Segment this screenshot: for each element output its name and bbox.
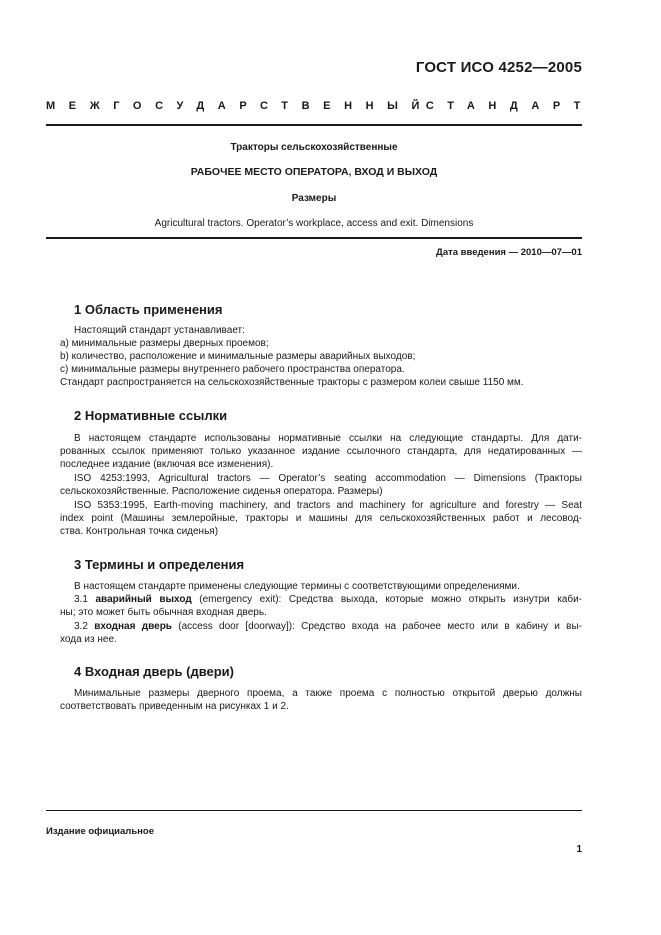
section-1-line: b) количество, расположение и минимальные размеры аварийных выходов; [60,351,416,362]
section-4-line: соответствовать приведенным на рисунках 1 и 2. [60,701,289,712]
official-edition-label: Издание официальное [46,826,154,837]
section-2-line: ства. Контрольная точка сиденья) [60,526,219,537]
section-2-line: сельскохозяйственные. Расположение сиденья оператора. Размеры) [60,486,383,497]
main-title: РАБОЧЕЕ МЕСТО ОПЕРАТОРА, ВХОД И ВЫХОД [190,166,438,178]
section-3-intro: В настоящем стандарте применены следующие термины с соответствующими определениями. [74,581,520,592]
section-4-heading: 4 Входная дверь (двери) [74,664,235,679]
section-2-line: В настоящем стандарте использованы нормативные ссылки на следующие стандарты. Для дати- [74,433,582,444]
standard-word-standard: СТАНДАРТ [425,100,594,112]
section-2-line: рованных ссылок применяют только указанное издание ссылочного стандарта, для недатированных — [60,446,582,457]
term-3-2-line [60,621,582,634]
section-2-line: ISO 5353:1995, Earth-moving machinery, and tractors and machinery for agriculture and forestry — Seat [74,500,582,511]
standard-type-line [46,100,594,114]
section-2-line: index point (Машины землеройные, тракторы и машины для сельскохозяйственных работ и лесовод- [60,513,582,524]
term-3-2-name: входная дверь [94,621,172,632]
section-1-line: Стандарт распространяется на сельскохозяйственные тракторы с размером колеи свыше 1150 мм. [60,377,524,388]
document-number: ГОСТ ИСО 4252—2005 [415,59,582,76]
section-1-line: c) минимальные размеры внутреннего рабочего пространства оператора. [60,364,405,375]
term-3-2-definition: (access door [doorway]): Средство входа на рабочее место или в кабину и вы- [178,621,583,632]
term-3-1-definition: (emergency exit): Средства выхода, которые можно открыть изнутри каби- [199,594,582,605]
section-2-line: последнее издание (включая все изменения). [60,459,274,470]
term-3-2-number: 3.2 [74,621,88,632]
english-title: Agricultural tractors. Operator’s workplace, access and exit. Dimensions [154,218,474,229]
subtitle: Размеры [291,193,337,204]
term-3-1-number: 3.1 [74,594,88,605]
section-2-line: ISO 4253:1993, Agricultural tractors — Operator’s seating accommodation — Dimensions (Тракторы [74,473,582,484]
section-4-line: Минимальные размеры дверного проема, а также проема с полностью открытой дверью должны [74,688,582,699]
subject-title: Тракторы сельскохозяйственные [230,142,398,153]
page-number: 1 [576,844,582,855]
footer-rule [46,810,582,811]
section-1-heading: 1 Область применения [74,302,223,317]
standard-word-interstate: МЕЖГОСУДАРСТВЕННЫЙ [46,100,434,112]
section-3-heading: 3 Термины и определения [74,557,245,572]
term-3-1-continuation: ны; это может быть обычная входная дверь. [60,607,267,618]
section-2-heading: 2 Нормативные ссылки [74,408,228,423]
term-3-1-line [60,594,582,607]
header-rule-bottom [46,237,582,239]
section-1-line: a) минимальные размеры дверных проемов; [60,338,269,349]
term-3-1-name: аварийный выход [95,594,192,605]
introduction-date: Дата введения — 2010—07—01 [436,247,582,258]
section-1-line: Настоящий стандарт устанавливает: [74,325,245,336]
term-3-2-continuation: хода из нее. [60,634,117,645]
header-rule-top [46,124,582,126]
